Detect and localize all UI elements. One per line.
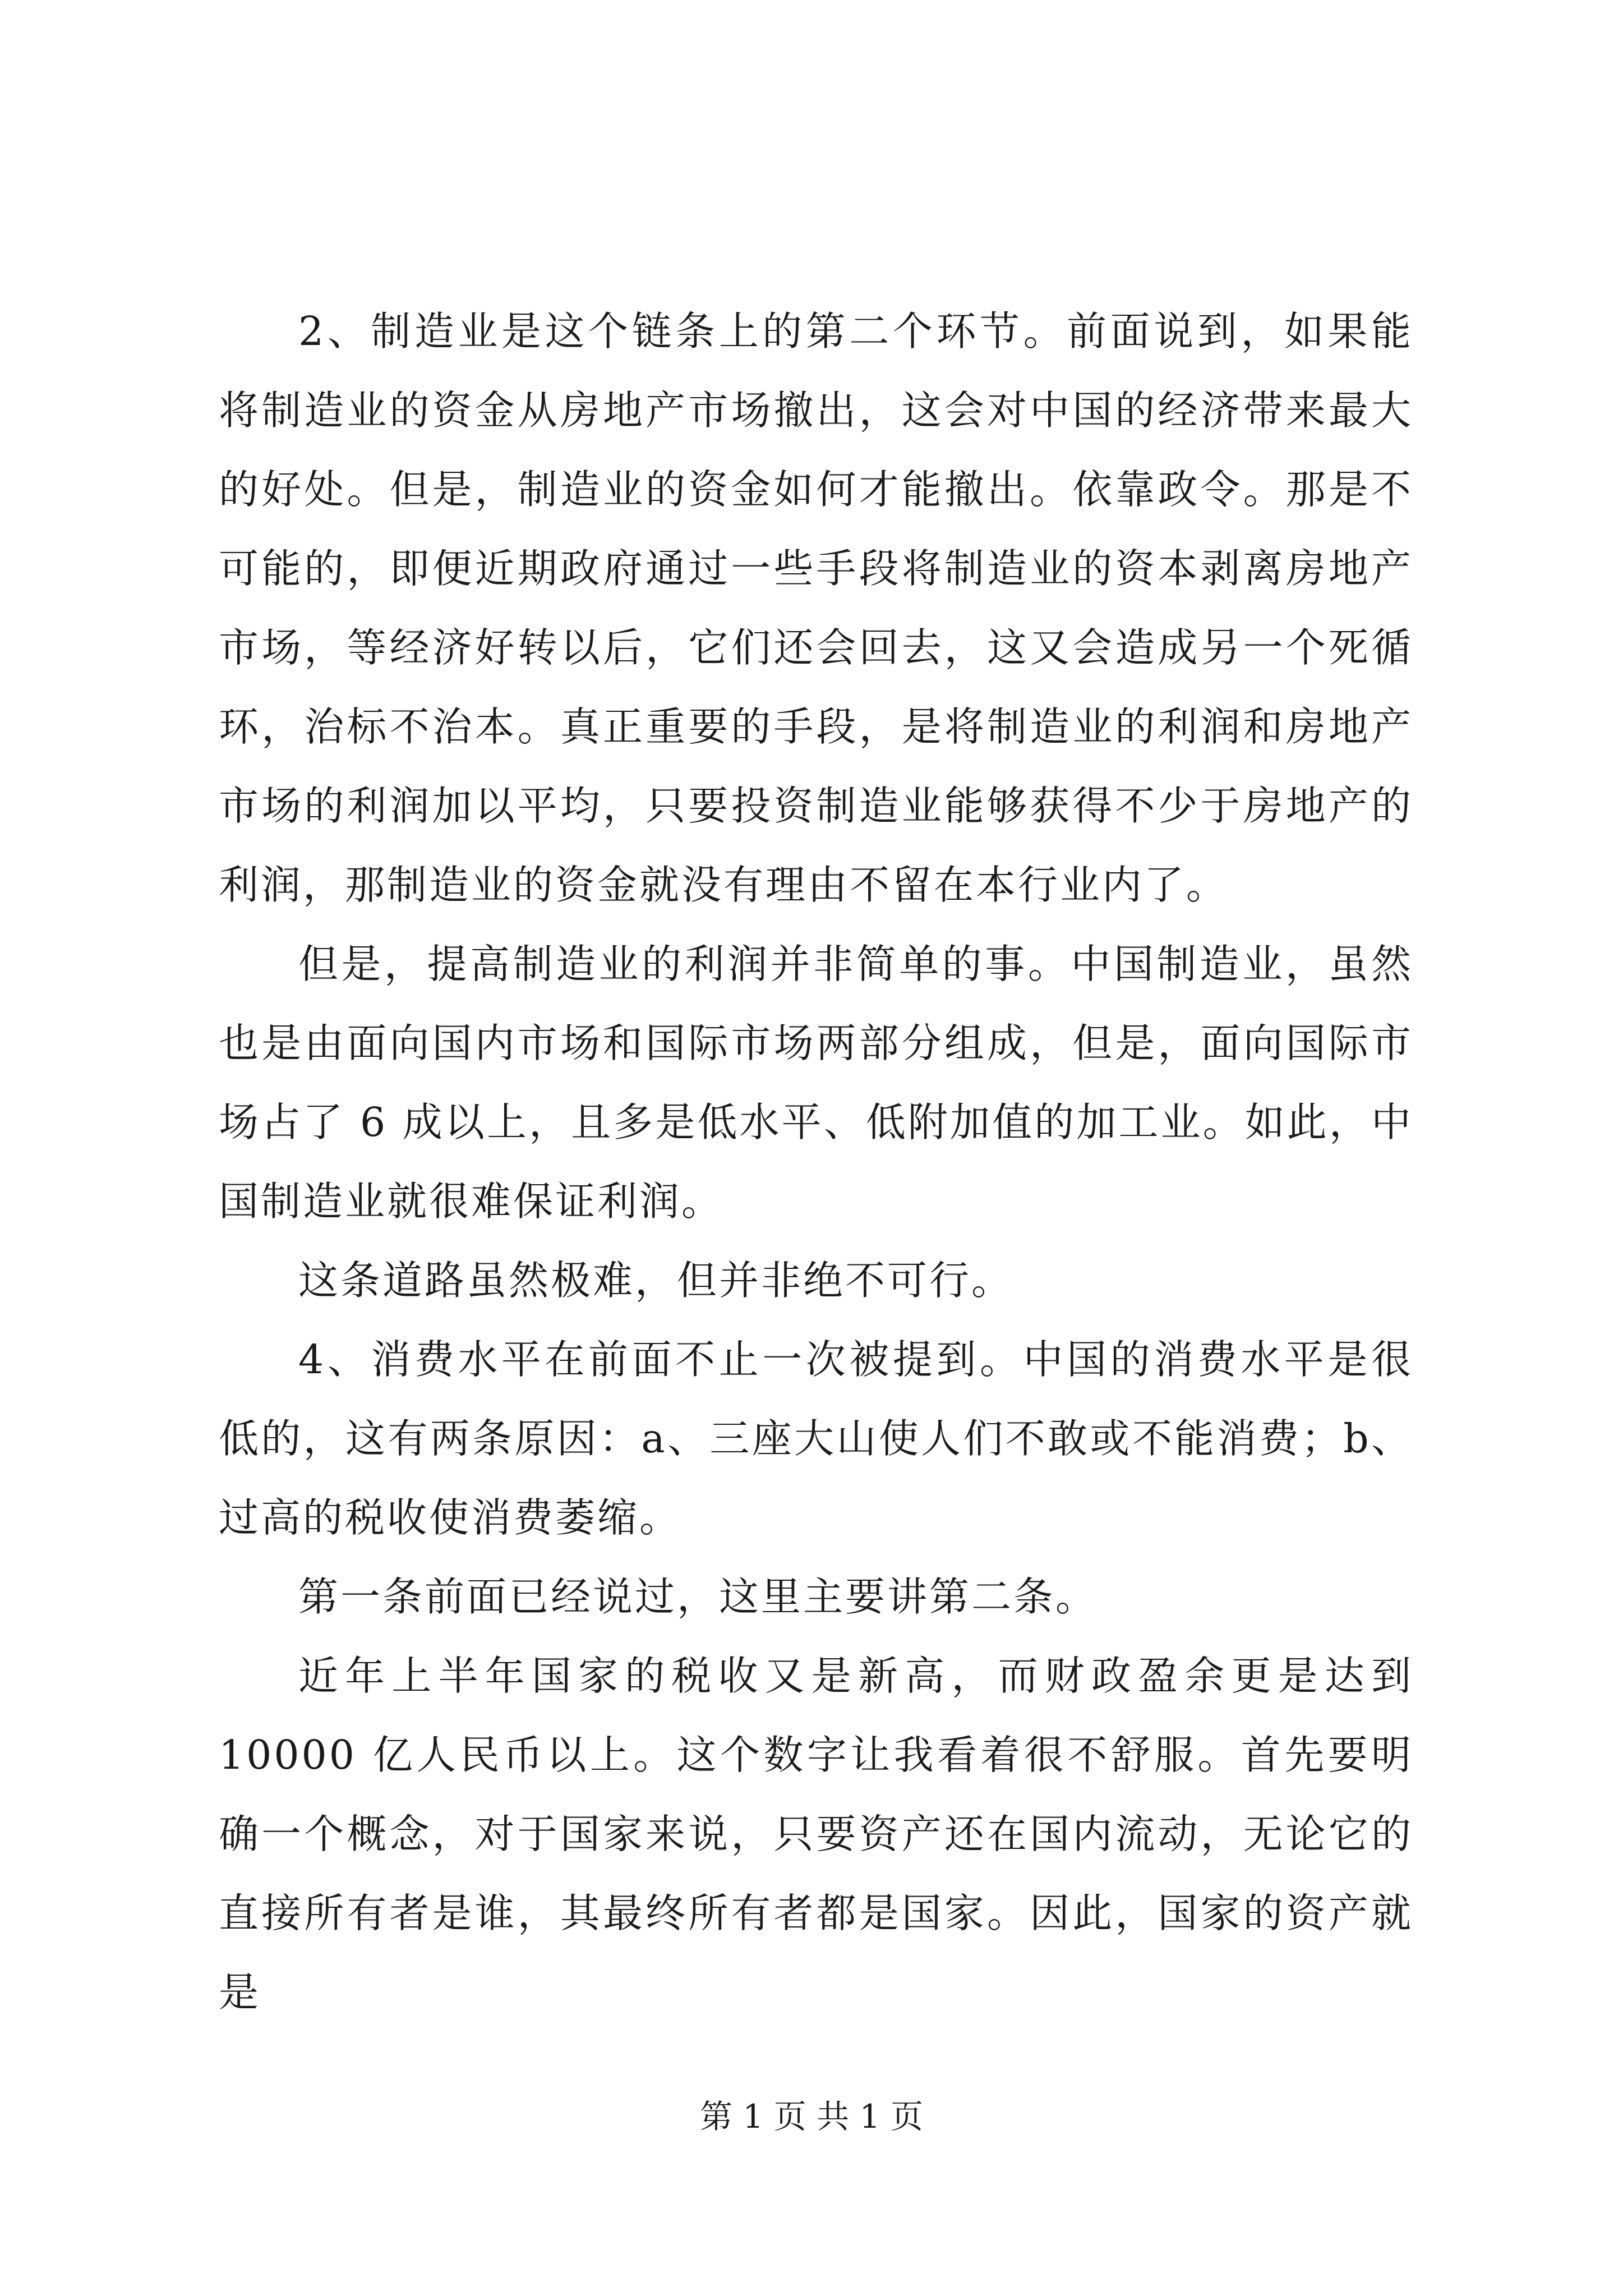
paragraph-consumption: 4、消费水平在前面不止一次被提到。中国的消费水平是很低的，这有两条原因：a、三座大山使人们不敢或不能消费；b、过高的税收使消费萎缩。	[219, 1336, 1413, 1541]
paragraph-second-point: 第一条前面已经说过，这里主要讲第二条。	[298, 1573, 1098, 1620]
paragraph-tax-revenue: 近年上半年国家的税收又是新高，而财政盈余更是达到 10000 亿人民币以上。这个数字让我看着很不舒服。首先要明确一个概念，对于国家来说，只要资产还在国内流动，无论它的直接所有者是谁，其最终所有者都是国家。因此，国家的资产就是	[219, 1653, 1413, 2016]
paragraph-feasibility: 这条道路虽然极难，但并非绝不可行。	[298, 1257, 1014, 1304]
document-body	[219, 292, 1413, 2032]
paragraph-profit-difficulty: 但是，提高制造业的利润并非简单的事。中国制造业，虽然也是由面向国内市场和国际市场两部分组成，但是，面向国际市场占了 6 成以上，且多是低水平、低附加值的加工业。如此，中国制造业就很难保证利润。	[219, 941, 1413, 1225]
paragraph-manufacturing: 2、制造业是这个链条上的第二个环节。前面说到，如果能将制造业的资金从房地产市场撤出，这会对中国的经济带来最大的好处。但是，制造业的资金如何才能撤出。依靠政令。那是不可能的，即便近期政府通过一些手段将制造业的资本剥离房地产市场，等经济好转以后，它们还会回去，这又会造成另一个死循环，治标不治本。真正重要的手段，是将制造业的利润和房地产市场的利润加以平均，只要投资制造业能够获得不少于房地产的利润，那制造业的资金就没有理由不留在本行业内了。	[219, 308, 1413, 908]
page-footer: 第 1 页 共 1 页	[700, 2097, 923, 2136]
